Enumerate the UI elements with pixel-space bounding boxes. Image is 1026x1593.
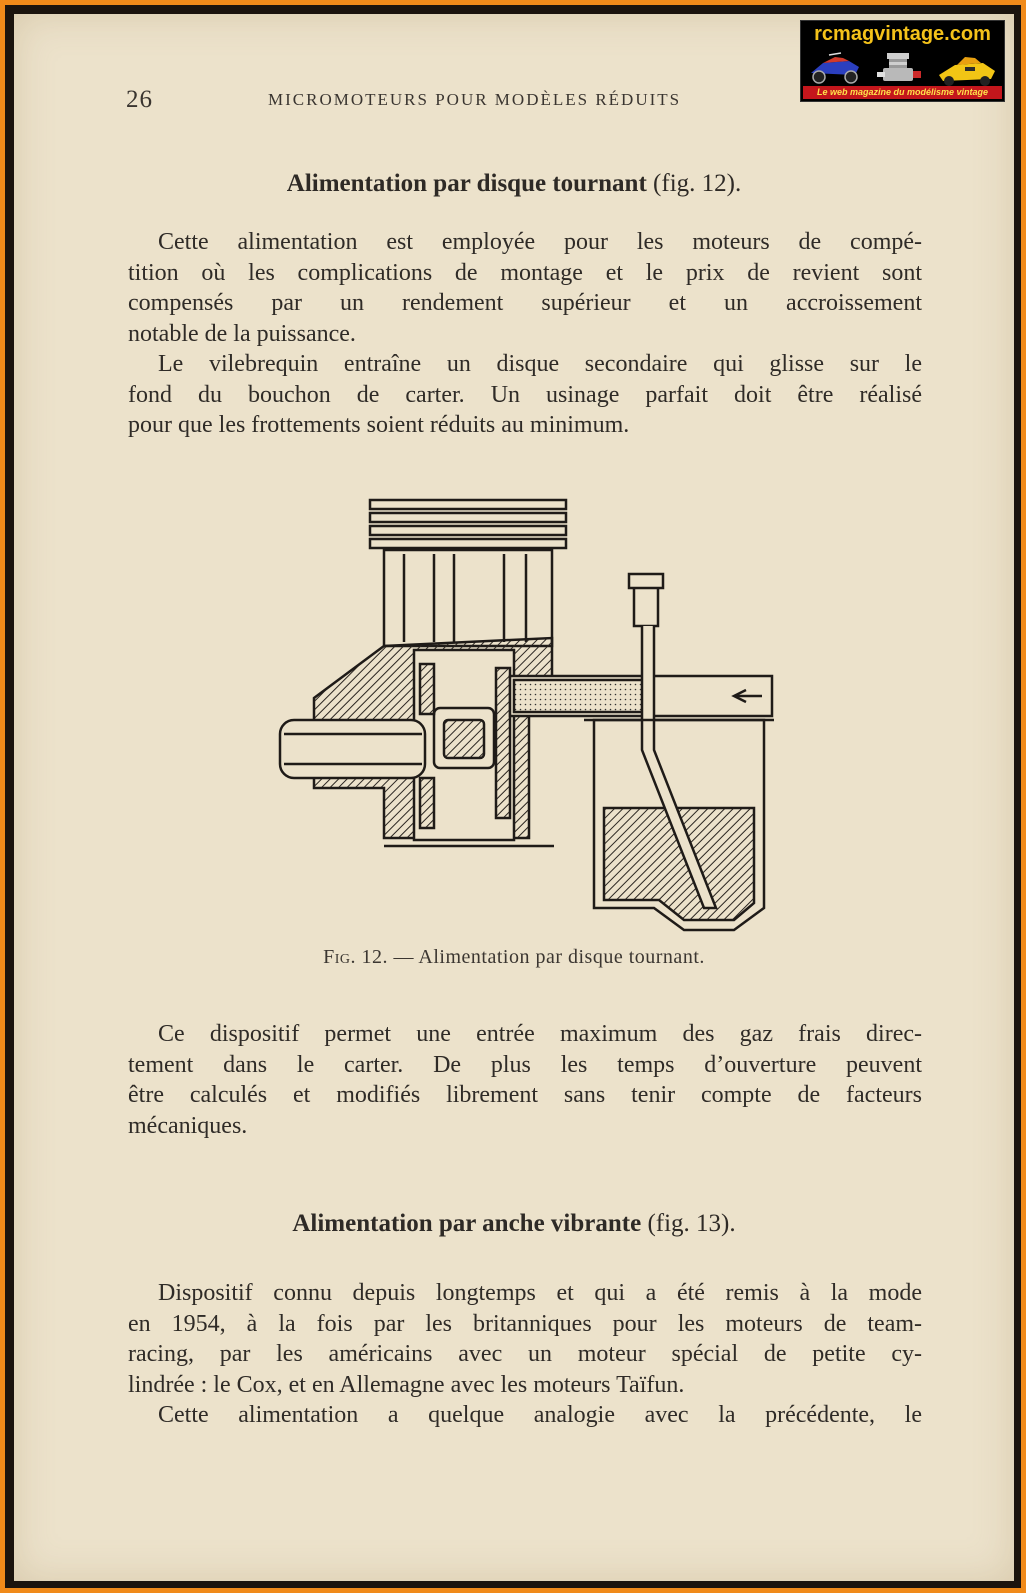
logo-tagline: Le web magazine du modélisme vintage	[803, 86, 1002, 99]
running-title: MICROMOTEURS POUR MODÈLES RÉDUITS	[268, 90, 682, 109]
text-line: lindrée : le Cox, et en Allemagne avec les moteurs Taïfun.	[128, 1371, 685, 1398]
text-line: pour que les frottements soient réduits au minimum.	[128, 412, 630, 438]
figure-12-illustration	[264, 488, 784, 948]
caption-label: Fig. 12.	[323, 946, 389, 968]
page-header	[126, 86, 826, 122]
text-line: tement dans le carter. De plus les temps d’ouverture peuvent	[128, 1051, 922, 1078]
paragraph-5	[128, 1400, 922, 1431]
site-logo[interactable]	[800, 20, 1005, 102]
figure-caption	[14, 946, 1014, 969]
heading-figure-ref: (fig. 12).	[653, 170, 742, 197]
section-heading-anche	[14, 1210, 1014, 1238]
text-line: tition où les complications de montage et le prix de revient sont	[128, 259, 922, 286]
text-line: en 1954, à la fois par les britanniques pour les moteurs de team-	[128, 1310, 922, 1337]
text-line: notable de la puissance.	[128, 320, 356, 347]
text-line: racing, par les américains avec un moteur spécial de petite cy-	[128, 1341, 922, 1367]
paragraph-3	[128, 1019, 922, 1141]
page-number: 26	[126, 86, 153, 113]
section-heading-disque	[14, 170, 1014, 198]
heading-text: Alimentation par anche vibrante	[292, 1210, 642, 1237]
paragraph-4	[128, 1278, 922, 1400]
text-line: mécaniques.	[128, 1112, 248, 1139]
text-line: être calculés et modifiés librement sans tenir compte de facteurs	[128, 1082, 922, 1108]
text-line: compensés par un rendement supérieur et un accroissement	[128, 290, 922, 316]
logo-models-icon	[805, 49, 1000, 87]
heading-text: Alimentation par disque tournant	[286, 170, 647, 197]
text-line: Ce dispositif permet une entrée maximum des gaz frais direc-	[158, 1021, 922, 1047]
paragraph-1	[128, 227, 922, 349]
text-line: Dispositif connu depuis longtemps et qui a été remis à la mode	[158, 1280, 922, 1306]
text-line: fond du bouchon de carter. Un usinage parfait doit être réalisé	[128, 381, 922, 408]
text-line: Cette alimentation a quelque analogie avec la précédente, le	[158, 1402, 922, 1428]
heading-figure-ref: (fig. 13).	[647, 1210, 736, 1237]
book-page	[14, 14, 1014, 1581]
caption-text: — Alimentation par disque tournant.	[393, 946, 705, 968]
paragraph-2	[128, 349, 922, 441]
logo-title: rcmagvintage.com	[814, 23, 991, 45]
text-line: Le vilebrequin entraîne un disque secondaire qui glisse sur le	[158, 351, 922, 377]
text-line: Cette alimentation est employée pour les moteurs de compé-	[158, 229, 922, 255]
